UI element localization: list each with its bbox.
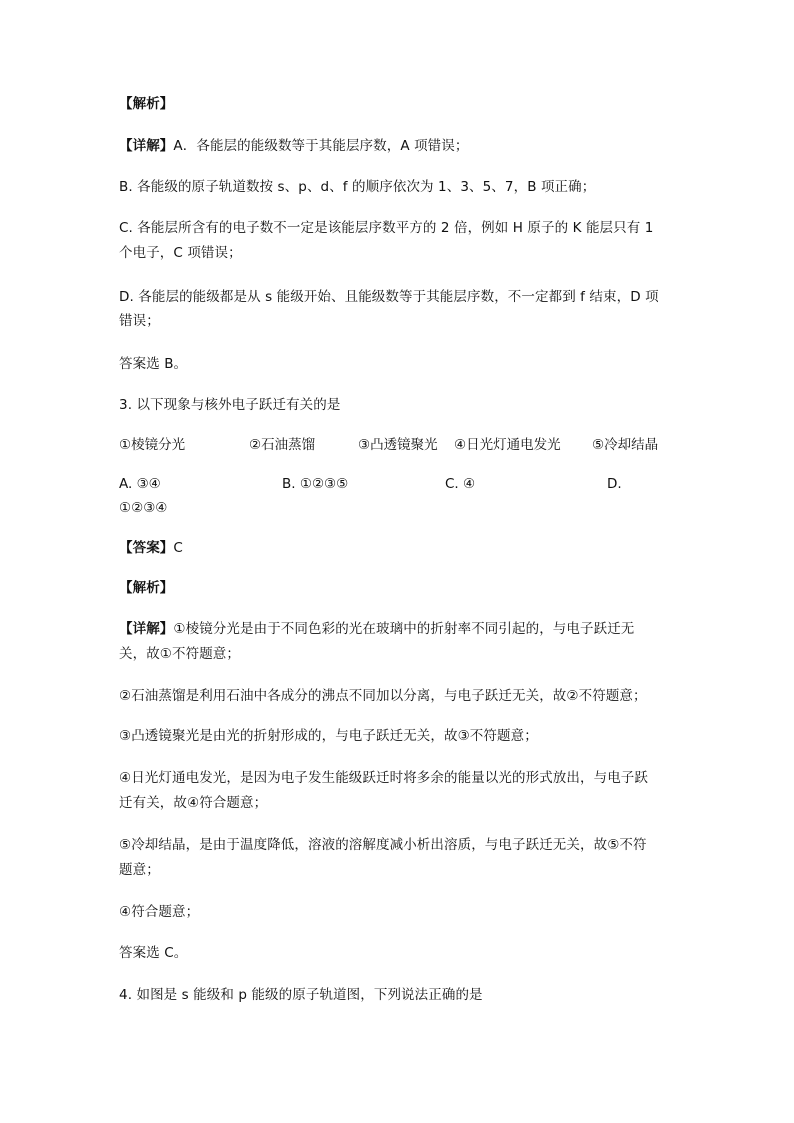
q3-option-b: B. ①②③⑤ (282, 476, 349, 492)
answer-tag: 【答案】 (119, 540, 174, 556)
detail-2-line-4-cont: 迁有关，故④符合题意； (119, 795, 268, 811)
detail-2-line-1-cont: 关，故①不符题意； (119, 646, 241, 662)
answer-line-2: 答案选 C。 (119, 945, 188, 961)
section-heading-analysis-2: 【解析】 (119, 580, 174, 596)
q3-option-d: D. (607, 476, 622, 492)
q3-item-3: ③凸透镜聚光 (358, 437, 438, 453)
answer-value: C (173, 540, 183, 556)
q3-option-c: C. ④ (445, 476, 476, 492)
detail-tag-2: 【详解】 (119, 621, 174, 637)
answer-heading (119, 540, 183, 556)
explanation-line-b: B. 各能级的原子轨道数按 s、p、d、f 的顺序依次为 1、3、5、7，B 项正确； (119, 179, 596, 195)
q3-option-a: A. ③④ (119, 476, 161, 492)
q3-item-4: ④日光灯通电发光 (454, 437, 561, 453)
detail-2-line-3: ③凸透镜聚光是由光的折射形成的，与电子跃迁无关，故③不符题意； (119, 728, 538, 744)
q3-item-5: ⑤冷却结晶 (592, 437, 659, 453)
section-heading-analysis: 【解析】 (119, 96, 174, 112)
answer-line: 答案选 B。 (119, 356, 188, 372)
detail-2-text: ①棱镜分光是由于不同色彩的光在玻璃中的折射率不同引起的，与电子跃迁无 (173, 621, 635, 637)
detail-2-line-6: ④符合题意； (119, 904, 200, 920)
detail-2-line-5-cont: 题意； (119, 862, 160, 878)
detail-tag: 【详解】 (119, 138, 174, 154)
explanation-line-a (119, 138, 468, 154)
detail-2-line-1 (119, 621, 634, 637)
question-3: 3. 以下现象与核外电子跃迁有关的是 (119, 397, 341, 413)
q3-item-1: ①棱镜分光 (119, 437, 186, 453)
explanation-line-c: C. 各能层所含有的电子数不一定是该能层序数平方的 2 倍，例如 H 原子的 K 能层只有 1 (119, 220, 654, 236)
detail-2-line-4: ④日光灯通电发光，是因为电子发生能级跃迁时将多余的能量以光的形式放出，与电子跃 (119, 770, 649, 786)
detail-2-line-2: ②石油蒸馏是利用石油中各成分的沸点不同加以分离，与电子跃迁无关，故②不符题意； (119, 688, 647, 704)
explanation-text: A．各能层的能级数等于其能层序数，A 项错误； (173, 138, 469, 154)
question-4: 4. 如图是 s 能级和 p 能级的原子轨道图，下列说法正确的是 (119, 987, 483, 1003)
q3-item-2: ②石油蒸馏 (249, 437, 316, 453)
explanation-line-d: D. 各能层的能级都是从 s 能级开始、且能级数等于其能层序数，不一定都到 f 结束，D 项 (119, 289, 659, 305)
explanation-line-d-cont: 错误； (119, 313, 160, 329)
explanation-line-c-cont: 个电子，C 项错误； (119, 245, 242, 261)
q3-option-d-content: ①②③④ (119, 500, 168, 516)
detail-2-line-5: ⑤冷却结晶，是由于温度降低，溶液的溶解度减小析出溶质，与电子跃迁无关，故⑤不符 (119, 837, 647, 853)
